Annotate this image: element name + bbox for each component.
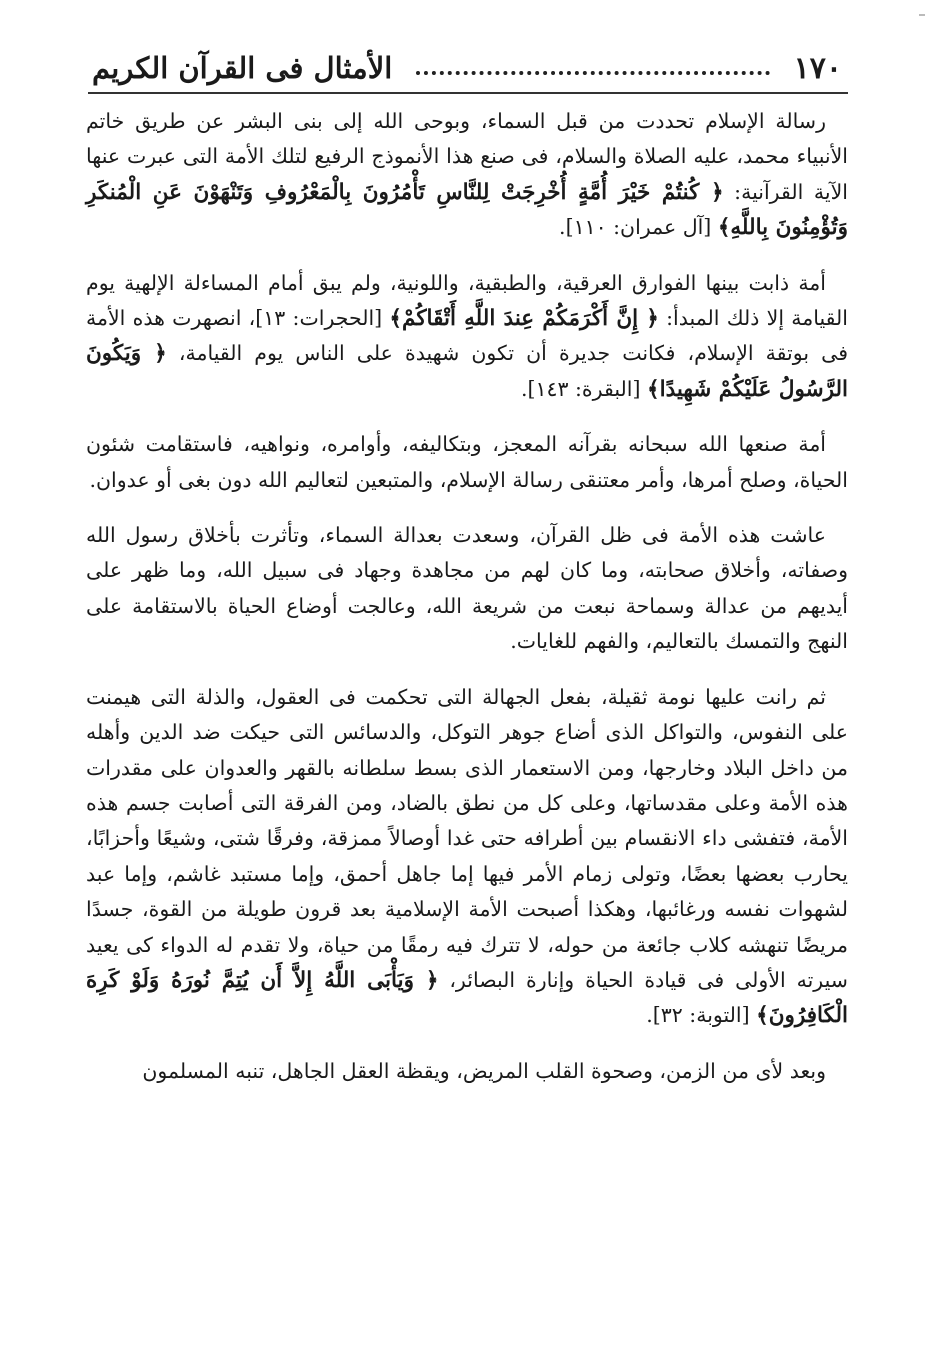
page-number: ١٧٠ (793, 50, 842, 86)
text-run: [الحجرات: ١٣]، انصهرت هذه الأمة فى بوتقة الإسلام، فكانت جديرة أن تكون شهيدة على الناس يوم القيامة، (86, 306, 849, 366)
text-run: [آل عمران: ١١٠]. (559, 215, 718, 240)
dotted-leader (416, 71, 769, 75)
header-rule (88, 92, 848, 94)
paragraph (86, 1054, 848, 1089)
text-run: أمة صنعها الله سبحانه بقرآنه المعجز، وبتكاليفه، وأوامره، ونواهيه، فاستقامت شئون الحياة، وصلح أمرها، وأمر معتنقى رسالة الإسلام، والمتبعين لتعاليم الله دون بغى أو عدوان. (86, 432, 848, 492)
quran-verse: ﴿ وَيَكُونَ الرَّسُولُ عَلَيْكُمْ شَهِيدًا﴾ (86, 341, 848, 402)
running-title: الأمثال فى القرآن الكريم (92, 51, 393, 85)
text-run: عاشت هذه الأمة فى ظل القرآن، وسعدت بعدالة السماء، وتأثرت بأخلاق رسول الله وصفاته، وأخلاق صحابته، وما كان لهم من مجاهدة وجهاد فى سبيل الله، وما ظهر على أيديهم من عدالة وسماحة نبعت من شريعة الله، وعالجت أوضاع الحياة بالاستقامة على النهج والتمسك بالتعاليم، والفهم للغايات. (86, 523, 848, 654)
paragraph (86, 266, 848, 408)
text-run: ثم رانت عليها نومة ثقيلة، بفعل الجهالة التى تحكمت فى العقول، والذلة التى هيمنت على النفوس، والتواكل الذى أضاع جوهر التوكل، والدسائس التى حيكت ضد الدين وأهله من داخل البلاد وخارجها، ومن الاستعمار الذى بسط سلطانه بالقهر والعدوان على مقدرات هذه الأمة وعلى مقدساتها، وعلى كل من نطق بالضاد، ومن الفرقة التى أصابت جسم هذه الأمة، فتفشى داء الانقسام بين أطرافه حتى غدا أوصالاً ممزقة، وفرقًا شتى، وشيعًا وأحزابًا، يحارب بعضها بعضًا، وتولى زمام الأمر فيها إما جاهل أحمق، وإما مستبد غاشم، وإما عبد لشهوات نفسه ورغائبها، وهكذا أصبحت الأمة الإسلامية بعد قرون طويلة من القوة، جسدًا مريضًا تنهشه كلاب جائعة من حوله، لا تترك فيه رمقًا من حياة، ولا تقدم له الدواء كى يعيد سيرته الأولى فى قيادة الحياة وإنارة البصائر، (86, 684, 848, 992)
paragraph (86, 427, 848, 498)
text-run: رسالة الإسلام تحددت من قبل السماء، وبوحى الله إلى بنى البشر عن طريق خاتم الأنبياء محمد، عليه الصلاة والسلام، فى صنع هذا الأنموذج الرفيع لتلك الأمة التى عبرت عنها الآية القرآنية: (86, 109, 848, 204)
paragraph (86, 518, 848, 660)
quran-verse: ﴿ إِنَّ أَكْرَمَكُمْ عِندَ اللَّهِ أَتْقَاكُمْ﴾ (389, 306, 659, 332)
text-run: [التوبة: ٣٢]. (646, 1003, 757, 1028)
paragraph (86, 680, 848, 1034)
page-header (92, 46, 842, 90)
quran-verse: ﴿ كُنتُمْ خَيْرَ أُمَّةٍ أُخْرِجَتْ لِلنَّاسِ تَأْمُرُونَ بِالْمَعْرُوفِ وَتَنْهَوْنَ عَنِ الْمُنكَرِ وَتُؤْمِنُونَ بِاللَّهِ﴾ (86, 179, 848, 241)
text-run: [البقرة: ١٤٣]. (520, 376, 647, 401)
paragraph (86, 104, 848, 246)
quran-verse: ﴿ وَيَأْبَى اللَّهُ إِلاَّ أَن يُتِمَّ نُورَهُ وَلَوْ كَرِهَ الْكَافِرُونَ﴾ (86, 967, 848, 1029)
text-run: وبعد لأى من الزمن، وصحوة القلب المريض، ويقظة العقل الجاهل، تنبه المسلمون (142, 1058, 826, 1083)
text-run: أمة ذابت بينها الفوارق العرقية، والطبقية، واللونية، ولم يبق أمام المساءلة الإلهية يوم القيامة إلا ذلك المبدأ: (86, 270, 848, 331)
body-text (86, 104, 848, 1109)
corner-mark (919, 14, 925, 16)
